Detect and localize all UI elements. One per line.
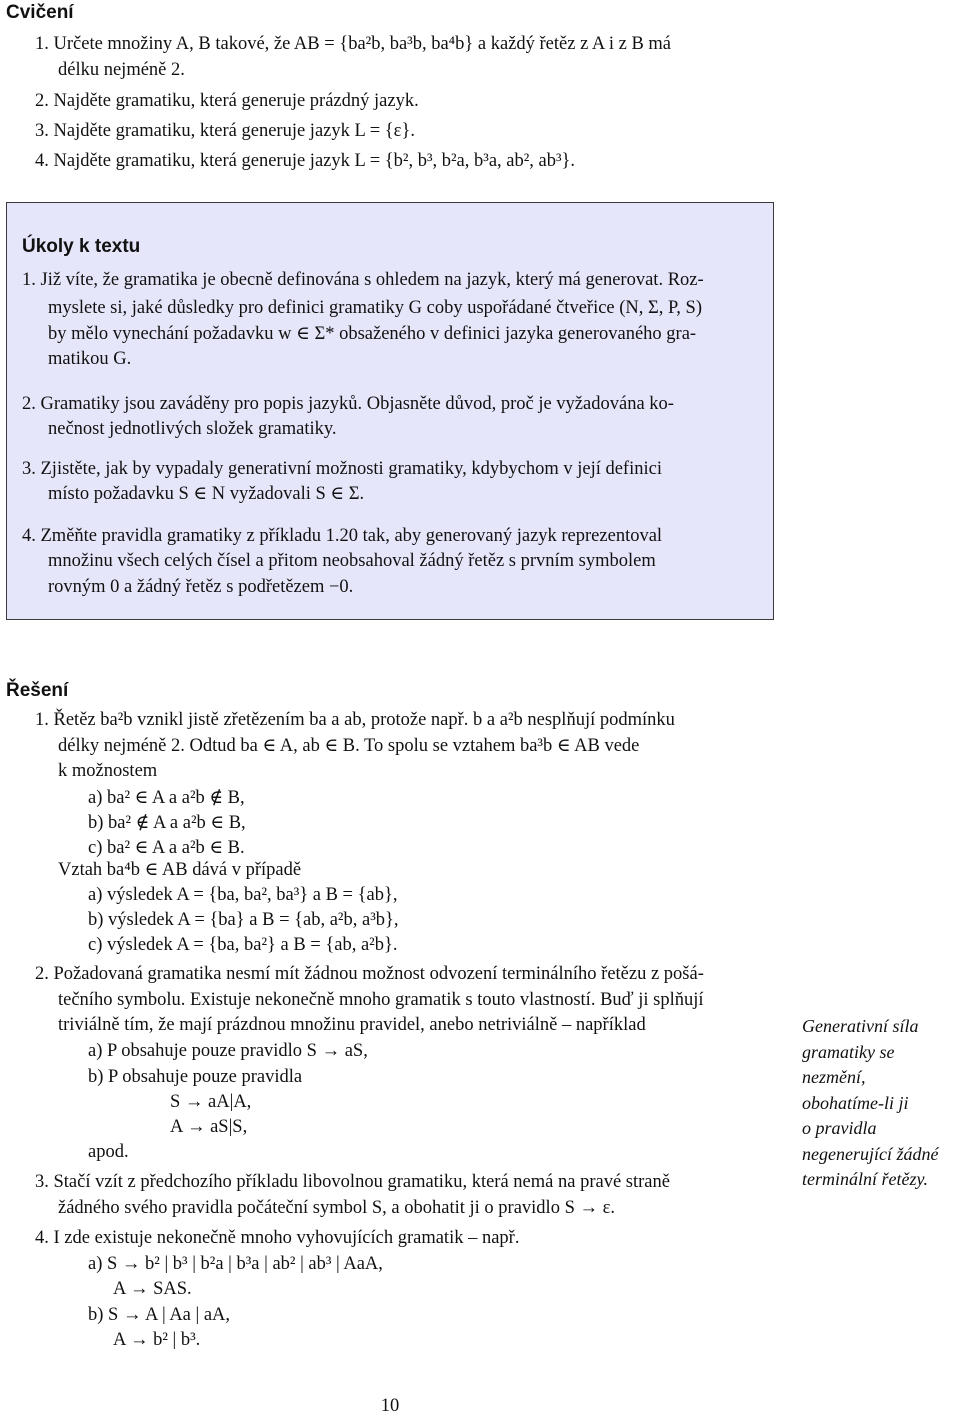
margin-note-line: gramatiky se [802, 1041, 895, 1062]
heading-cviceni: Cvičení [6, 2, 74, 23]
task-line: nečnost jednotlivých složek gramatiky. [48, 419, 337, 439]
task-line: myslete si, jaké důsledky pro definici gramatiky G coby uspořádané čtveřice (N, Σ, P, S) [48, 298, 702, 318]
margin-note-line: o pravidla [802, 1118, 877, 1138]
exercise-line: 3. Najděte gramatiku, která generuje jazyk L = {ε}. [35, 121, 415, 141]
solution-line: triviálně tím, že mají prázdnou množinu pravidel, anebo netriviálně – například [58, 1015, 646, 1035]
exercise-line: 1. Určete množiny A, B takové, že AB = {ba²b, ba³b, ba⁴b} a každý řetěz z A i z B má [35, 34, 672, 54]
solution-line: S → aA|A, [170, 1092, 252, 1112]
task-line: místo požadavku S ∈ N vyžadovali S ∈ Σ. [48, 484, 365, 504]
solution-line: b) ba² ∉ A a a²b ∈ B, [88, 813, 246, 833]
task-line: rovným 0 a žádný řetěz s podřetězem −0. [48, 577, 354, 597]
solution-line: 1. Řetěz ba²b vznikl jistě zřetězením ba a ab, protože např. b a a²b nesplňují podmínku [35, 710, 675, 730]
task-line: matikou G. [48, 349, 132, 369]
heading-ukoly: Úkoly k textu [22, 236, 141, 257]
solution-line: délky nejméně 2. Odtud ba ∈ A, ab ∈ B. To spolu se vztahem ba³b ∈ AB vede [58, 736, 640, 756]
margin-note-line: Generativní síla [802, 1016, 919, 1036]
task-line: množinu všech celých čísel a přitom neobsahoval žádný řetěz s prvním symbolem [48, 551, 656, 571]
solution-line: k možnostem [58, 761, 158, 781]
page-number: 10 [380, 1396, 400, 1416]
exercise-line: délku nejméně 2. [58, 60, 185, 80]
solution-line: a) P obsahuje pouze pravidlo S → aS, [88, 1041, 368, 1061]
solution-line: b) P obsahuje pouze pravidla [88, 1067, 303, 1087]
solution-line: 4. I zde existuje nekonečně mnoho vyhovujících gramatik – např. [35, 1228, 520, 1248]
solution-line: a) S → b² | b³ | b²a | b³a | ab² | ab³ | AaA, [88, 1254, 383, 1274]
task-line: 3. Zjistěte, jak by vypadaly generativní možnosti gramatiky, kdybychom v její definici [22, 459, 662, 479]
solution-line: a) výsledek A = {ba, ba², ba³} a B = {ab}, [88, 885, 398, 905]
margin-note-line: terminální řetězy. [802, 1169, 928, 1189]
solution-line: b) výsledek A = {ba} a B = {ab, a²b, a³b}, [88, 910, 399, 930]
exercise-line: 4. Najděte gramatiku, která generuje jazyk L = {b², b³, b²a, b³a, ab², ab³}. [35, 151, 576, 171]
margin-note-line: negenerující žádné [802, 1143, 939, 1164]
margin-note [802, 1014, 960, 1193]
solution-line: tečního symbolu. Existuje nekonečně mnoho gramatik s touto vlastností. Buď ji splňují [58, 990, 704, 1010]
solution-line: c) výsledek A = {ba, ba²} a B = {ab, a²b}. [88, 935, 398, 955]
solution-line: A → b² | b³. [113, 1330, 201, 1350]
solution-line: b) S → A | Aa | aA, [88, 1305, 231, 1325]
margin-note-line: nezmění, [802, 1067, 866, 1087]
solution-line: A → aS|S, [170, 1117, 248, 1137]
solution-line: c) ba² ∈ A a a²b ∈ B. [88, 838, 245, 858]
solution-line: žádného svého pravidla počáteční symbol S, a obohatit ji o pravidlo S → ε. [58, 1198, 616, 1218]
solution-line: a) ba² ∈ A a a²b ∉ B, [88, 788, 245, 808]
task-line: 2. Gramatiky jsou zaváděny pro popis jazyků. Objasněte důvod, proč je vyžadována ko- [22, 394, 674, 414]
task-line: 4. Změňte pravidla gramatiky z příkladu 1.20 tak, aby generovaný jazyk reprezentoval [22, 526, 663, 546]
solution-line: A → SAS. [113, 1279, 192, 1299]
solution-line: apod. [88, 1142, 129, 1162]
margin-note-line: obohatíme-li ji [802, 1092, 909, 1113]
solution-line: 2. Požadovaná gramatika nesmí mít žádnou možnost odvození terminálního řetězu z pošá- [35, 964, 704, 984]
task-line: 1. Již víte, že gramatika je obecně definována s ohledem na jazyk, který má generovat. Roz- [22, 270, 704, 290]
solution-line: Vztah ba⁴b ∈ AB dává v případě [58, 860, 302, 880]
task-line: by mělo vynechání požadavku w ∈ Σ* obsaženého v definici jazyka generovaného gra- [48, 324, 697, 344]
heading-reseni: Řešení [6, 680, 69, 701]
solution-line: 3. Stačí vzít z předchozího příkladu libovolnou gramatiku, která nemá na pravé straně [35, 1172, 670, 1192]
exercise-line: 2. Najděte gramatiku, která generuje prázdný jazyk. [35, 91, 419, 111]
